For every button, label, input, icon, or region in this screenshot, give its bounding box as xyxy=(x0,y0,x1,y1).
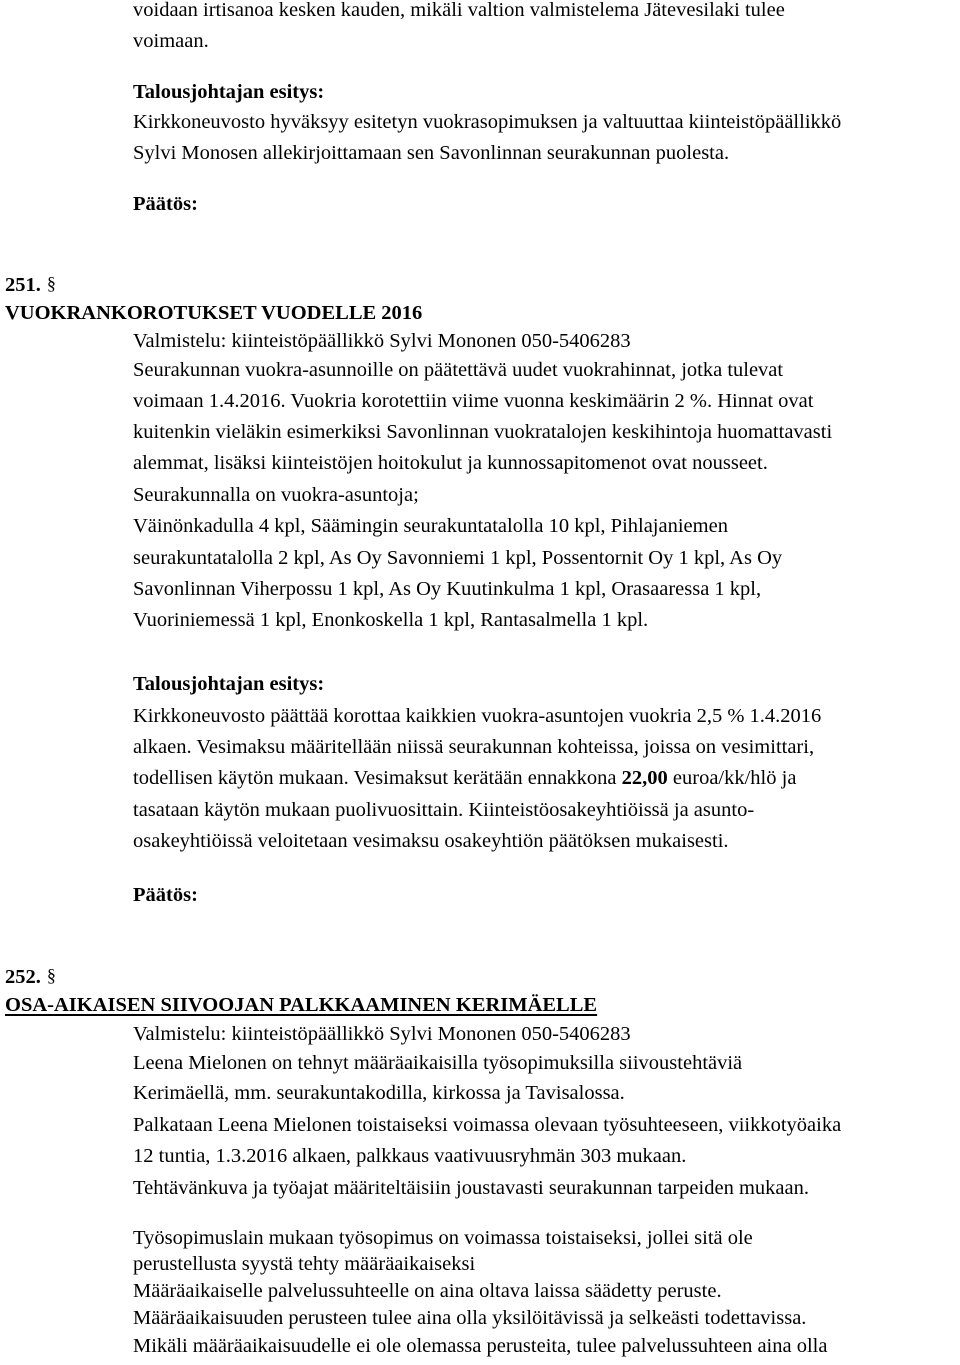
text-line: Kirkkoneuvosto hyväksyy esitetyn vuokrasopimuksen ja valtuuttaa kiinteistöpäällikkö xyxy=(133,111,842,133)
section-number-text: 252. xyxy=(5,966,41,988)
text-line: Mikäli määräaikaisuudelle ei ole olemassa perusteita, tulee palvelussuhteen aina olla xyxy=(133,1335,828,1357)
text-line: perustellusta syystä tehty määräaikaiseksi xyxy=(133,1253,476,1275)
text-run: euroa/kk/hlö ja xyxy=(667,767,797,789)
section-anchor-icon[interactable]: § xyxy=(46,965,56,985)
section-title: VUOKRANKOROTUKSET VUODELLE 2016 xyxy=(5,302,423,324)
section-number xyxy=(5,274,56,296)
text-line: Savonlinnan Viherpossu 1 kpl, As Oy Kuutinkulma 1 kpl, Orasaaressa 1 kpl, xyxy=(133,578,762,600)
text-line: Tehtävänkuva ja työajat määriteltäisiin joustavasti seurakunnan tarpeiden mukaan. xyxy=(133,1177,809,1199)
text-line: Seurakunnalla on vuokra-asuntoja; xyxy=(133,484,419,506)
text-line: Vuoriniemessä 1 kpl, Enonkoskella 1 kpl, Rantasalmella 1 kpl. xyxy=(133,609,649,631)
text-line: Seurakunnan vuokra-asunnoille on päätettävä uudet vuokrahinnat, jotka tulevat xyxy=(133,359,784,381)
text-line: seurakuntatalolla 2 kpl, As Oy Savonniemi 1 kpl, Possentornit Oy 1 kpl, As Oy xyxy=(133,547,783,569)
text-line: voimaan 1.4.2016. Vuokria korotettiin viime vuonna keskimäärin 2 %. Hinnat ovat xyxy=(133,390,814,412)
text-line: Määräaikaisuuden perusteen tulee aina olla yksilöitävissä ja selkeästi todettavissa. xyxy=(133,1307,807,1329)
section-number-text: 251. xyxy=(5,274,41,296)
text-line: kuitenkin vieläkin esimerkiksi Savonlinnan vuokratalojen keskihintoja huomattavasti xyxy=(133,421,833,443)
decision-heading: Päätös: xyxy=(133,193,198,215)
water-fee-amount: 22,00 xyxy=(621,767,668,789)
text-line: Työsopimuslain mukaan työsopimus on voimassa toistaiseksi, jollei sitä ole xyxy=(133,1227,753,1249)
text-line: alkaen. Vesimaksu määritellään niissä seurakunnan kohteissa, joissa on vesimittari, xyxy=(133,736,815,758)
text-line xyxy=(133,768,796,789)
decision-heading: Päätös: xyxy=(133,884,198,906)
text-line: Määräaikaiselle palvelussuhteelle on aina oltava laissa säädetty peruste. xyxy=(133,1280,722,1302)
text-line: Väinönkadulla 4 kpl, Säämingin seurakuntatalolla 10 kpl, Pihlajaniemen xyxy=(133,515,728,537)
text-line: Kerimäellä, mm. seurakuntakodilla, kirkossa ja Tavisalossa. xyxy=(133,1082,625,1104)
text-line: Sylvi Monosen allekirjoittamaan sen Savonlinnan seurakunnan puolesta. xyxy=(133,142,730,164)
text-line: Palkataan Leena Mielonen toistaiseksi voimassa olevaan työsuhteeseen, viikkotyöaika xyxy=(133,1114,842,1136)
text-line: alemmat, lisäksi kiinteistöjen hoitokulut ja kunnossapitomenot ovat nousseet. xyxy=(133,452,768,474)
text-line: voimaan. xyxy=(133,30,209,52)
text-line: Leena Mielonen on tehnyt määräaikaisilla työsopimuksilla siivoustehtäviä xyxy=(133,1052,743,1074)
section-number xyxy=(5,966,56,988)
text-line: voidaan irtisanoa kesken kauden, mikäli valtion valmistelema Jätevesilaki tulee xyxy=(133,0,785,21)
section-anchor-icon[interactable]: § xyxy=(46,273,56,293)
proposal-heading: Talousjohtajan esitys: xyxy=(133,673,325,695)
text-run: todellisen käytön mukaan. Vesimaksut kerätään ennakkona xyxy=(133,767,622,789)
text-line: Valmistelu: kiinteistöpäällikkö Sylvi Mononen 050-5406283 xyxy=(133,330,631,352)
text-line: Kirkkoneuvosto päättää korottaa kaikkien vuokra-asuntojen vuokria 2,5 % 1.4.2016 xyxy=(133,705,822,727)
text-line: osakeyhtiöissä veloitetaan vesimaksu osakeyhtiön päätöksen mukaisesti. xyxy=(133,830,729,852)
text-line: Valmistelu: kiinteistöpäällikkö Sylvi Mononen 050-5406283 xyxy=(133,1023,631,1045)
proposal-heading: Talousjohtajan esitys: xyxy=(133,81,325,103)
text-line: tasataan käytön mukaan puolivuosittain. Kiinteistöosakeyhtiöissä ja asunto- xyxy=(133,799,755,821)
text-line: 12 tuntia, 1.3.2016 alkaen, palkkaus vaativuusryhmän 303 mukaan. xyxy=(133,1145,687,1167)
section-title: OSA-AIKAISEN SIIVOOJAN PALKKAAMINEN KERIMÄELLE xyxy=(5,994,598,1016)
